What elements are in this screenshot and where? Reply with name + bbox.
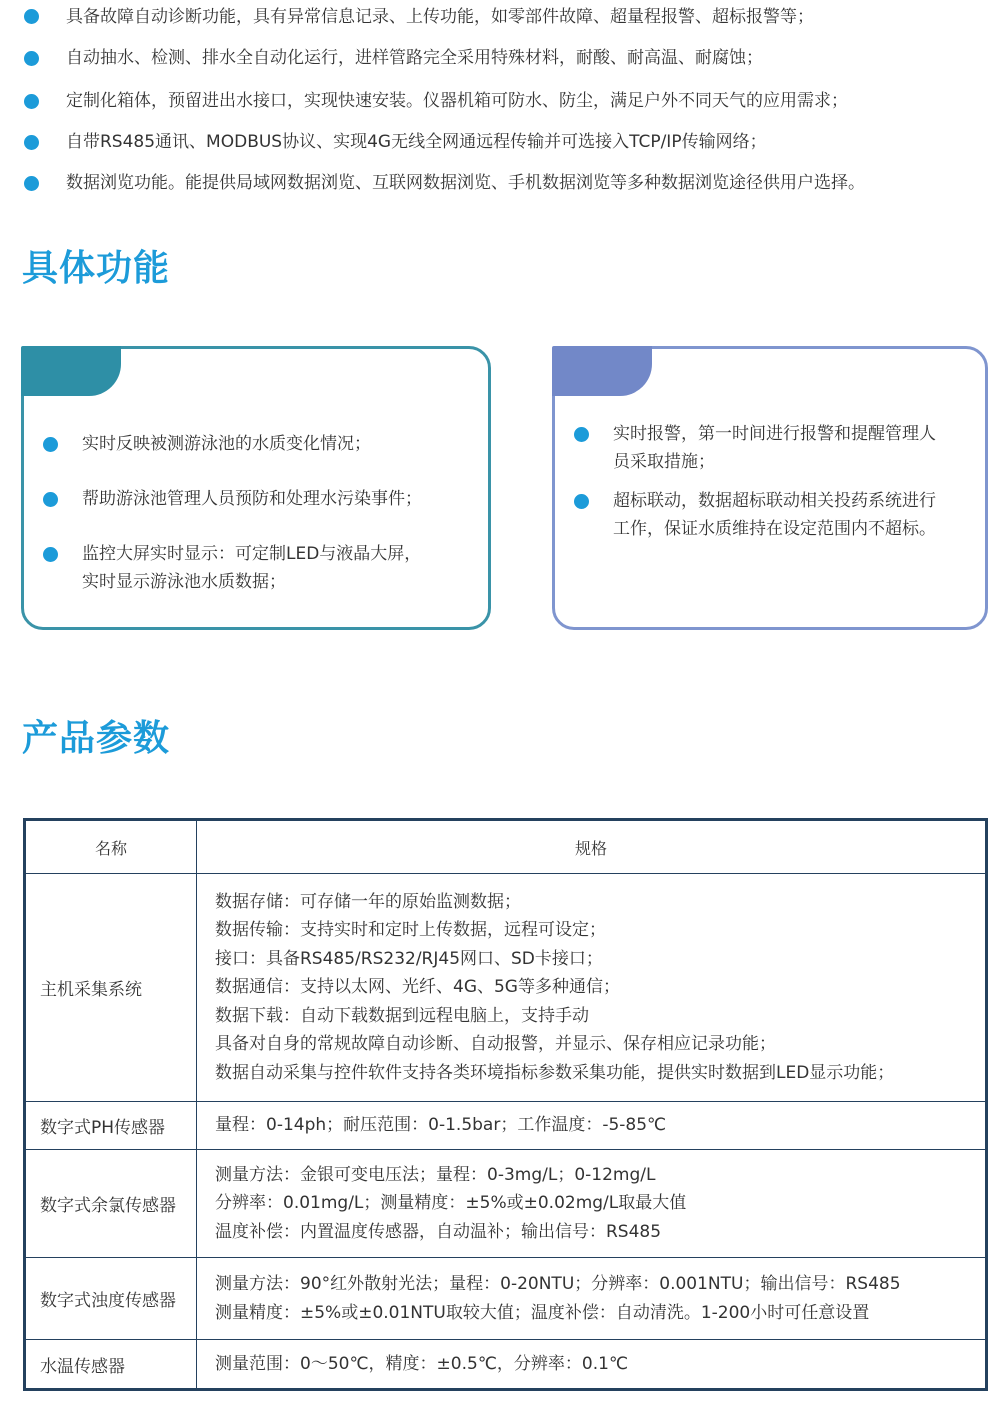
bullet-icon — [43, 437, 58, 452]
spec-line: 量程：0-14ph；耐压范围：0-1.5bar；工作温度：-5-85℃ — [215, 1115, 667, 1136]
spec-line: 测量方法：90°红外散射光法；量程：0-20NTU；分辨率：0.001NTU；输出信号：RS485 — [215, 1274, 901, 1294]
spec-line: 测量范围：0～50℃，精度：±0.5℃，分辨率：0.1℃ — [215, 1353, 629, 1374]
row-spec — [197, 1102, 987, 1150]
card-item-line: 超标联动，数据超标联动相关投药系统进行 — [613, 491, 936, 511]
spec-line: 数据存储：可存储一年的原始监测数据； — [215, 891, 521, 912]
card-item-line: 实时报警，第一时间进行报警和提醒管理人 — [613, 424, 936, 444]
row-spec — [197, 1150, 987, 1258]
bullet-icon — [24, 135, 39, 150]
table-row — [25, 874, 987, 1102]
bullet-icon — [43, 547, 58, 562]
spec-line: 具备对自身的常规故障自动诊断、自动报警，并显示、保存相应记录功能； — [215, 1034, 776, 1055]
spec-line: 数据自动采集与控件软件支持各类环境指标参数采集功能，提供实时数据到LED显示功能； — [215, 1062, 895, 1083]
function-card-left — [21, 346, 491, 630]
card-tab-decoration — [552, 346, 652, 396]
header-name: 名称 — [25, 820, 197, 874]
row-spec — [197, 1340, 987, 1390]
card-item-line: 工作，保证水质维持在设定范围内不超标。 — [613, 519, 936, 539]
feature-item: 具备故障自动诊断功能，具有异常信息记录、上传功能，如零部件故障、超量程报警、超标报警等； — [66, 7, 814, 27]
card-item-line: 实时反映被测游泳池的水质变化情况； — [82, 434, 371, 454]
card-item — [613, 420, 936, 476]
row-name: 数字式余氯传感器 — [25, 1150, 197, 1258]
params-section-title: 产品参数 — [22, 718, 171, 759]
row-spec — [197, 1258, 987, 1340]
spec-line: 分辨率：0.01mg/L；测量精度：±5%或±0.02mg/L取最大值 — [215, 1193, 687, 1214]
card-item-line: 监控大屏实时显示：可定制LED与液晶大屏， — [82, 544, 422, 564]
functions-section-title: 具体功能 — [22, 248, 171, 289]
spec-table — [23, 818, 988, 1391]
row-name: 主机采集系统 — [25, 874, 197, 1102]
card-item-line: 员采取措施； — [613, 452, 715, 472]
row-name: 水温传感器 — [25, 1340, 197, 1390]
card-item — [82, 540, 421, 596]
spec-line: 测量精度：±5%或±0.01NTU取较大值；温度补偿：自动清洗。1-200小时可任意设置 — [215, 1302, 870, 1323]
header-spec: 规格 — [197, 820, 987, 874]
table-row — [25, 1102, 987, 1150]
spec-line: 测量方法：金银可变电压法；量程：0-3mg/L；0-12mg/L — [215, 1164, 656, 1185]
feature-item: 定制化箱体，预留进出水接口，实现快速安装。仪器机箱可防水、防尘，满足户外不同天气的应用需求； — [66, 91, 848, 111]
feature-item: 自带RS485通讯、MODBUS协议、实现4G无线全网通远程传输并可选接入TCP/IP传输网络； — [66, 132, 767, 152]
bullet-icon — [43, 492, 58, 507]
row-name: 数字式PH传感器 — [25, 1102, 197, 1150]
card-item — [82, 430, 371, 458]
row-spec — [197, 874, 987, 1102]
feature-item: 数据浏览功能。能提供局域网数据浏览、互联网数据浏览、手机数据浏览等多种数据浏览途径供用户选择。 — [66, 173, 865, 193]
spec-line: 数据通信：支持以太网、光纤、4G、5G等多种通信； — [215, 977, 620, 998]
bullet-icon — [574, 427, 589, 442]
card-item-line: 帮助游泳池管理人员预防和处理水污染事件； — [82, 489, 422, 509]
feature-item: 自动抽水、检测、排水全自动化运行，进样管路完全采用特殊材料，耐酸、耐高温、耐腐蚀； — [66, 48, 763, 68]
spec-line: 数据传输：支持实时和定时上传数据，远程可设定； — [215, 920, 606, 941]
table-row — [25, 1150, 987, 1258]
bullet-icon — [574, 494, 589, 509]
bullet-icon — [24, 94, 39, 109]
table-header-row — [25, 820, 987, 874]
card-item — [613, 487, 936, 543]
bullet-icon — [24, 51, 39, 66]
bullet-icon — [24, 176, 39, 191]
bullet-icon — [24, 9, 39, 24]
spec-line: 数据下载：自动下载数据到远程电脑上，支持手动 — [215, 1005, 589, 1026]
card-item — [82, 485, 422, 513]
table-row — [25, 1340, 987, 1390]
function-card-right — [552, 346, 988, 630]
table-row — [25, 1258, 987, 1340]
spec-line: 温度补偿：内置温度传感器，自动温补；输出信号：RS485 — [215, 1221, 662, 1242]
card-item-line: 实时显示游泳池水质数据； — [82, 572, 286, 592]
card-tab-decoration — [21, 346, 121, 396]
row-name: 数字式浊度传感器 — [25, 1258, 197, 1340]
spec-line: 接口：具备RS485/RS232/RJ45网口、SD卡接口； — [215, 948, 603, 969]
